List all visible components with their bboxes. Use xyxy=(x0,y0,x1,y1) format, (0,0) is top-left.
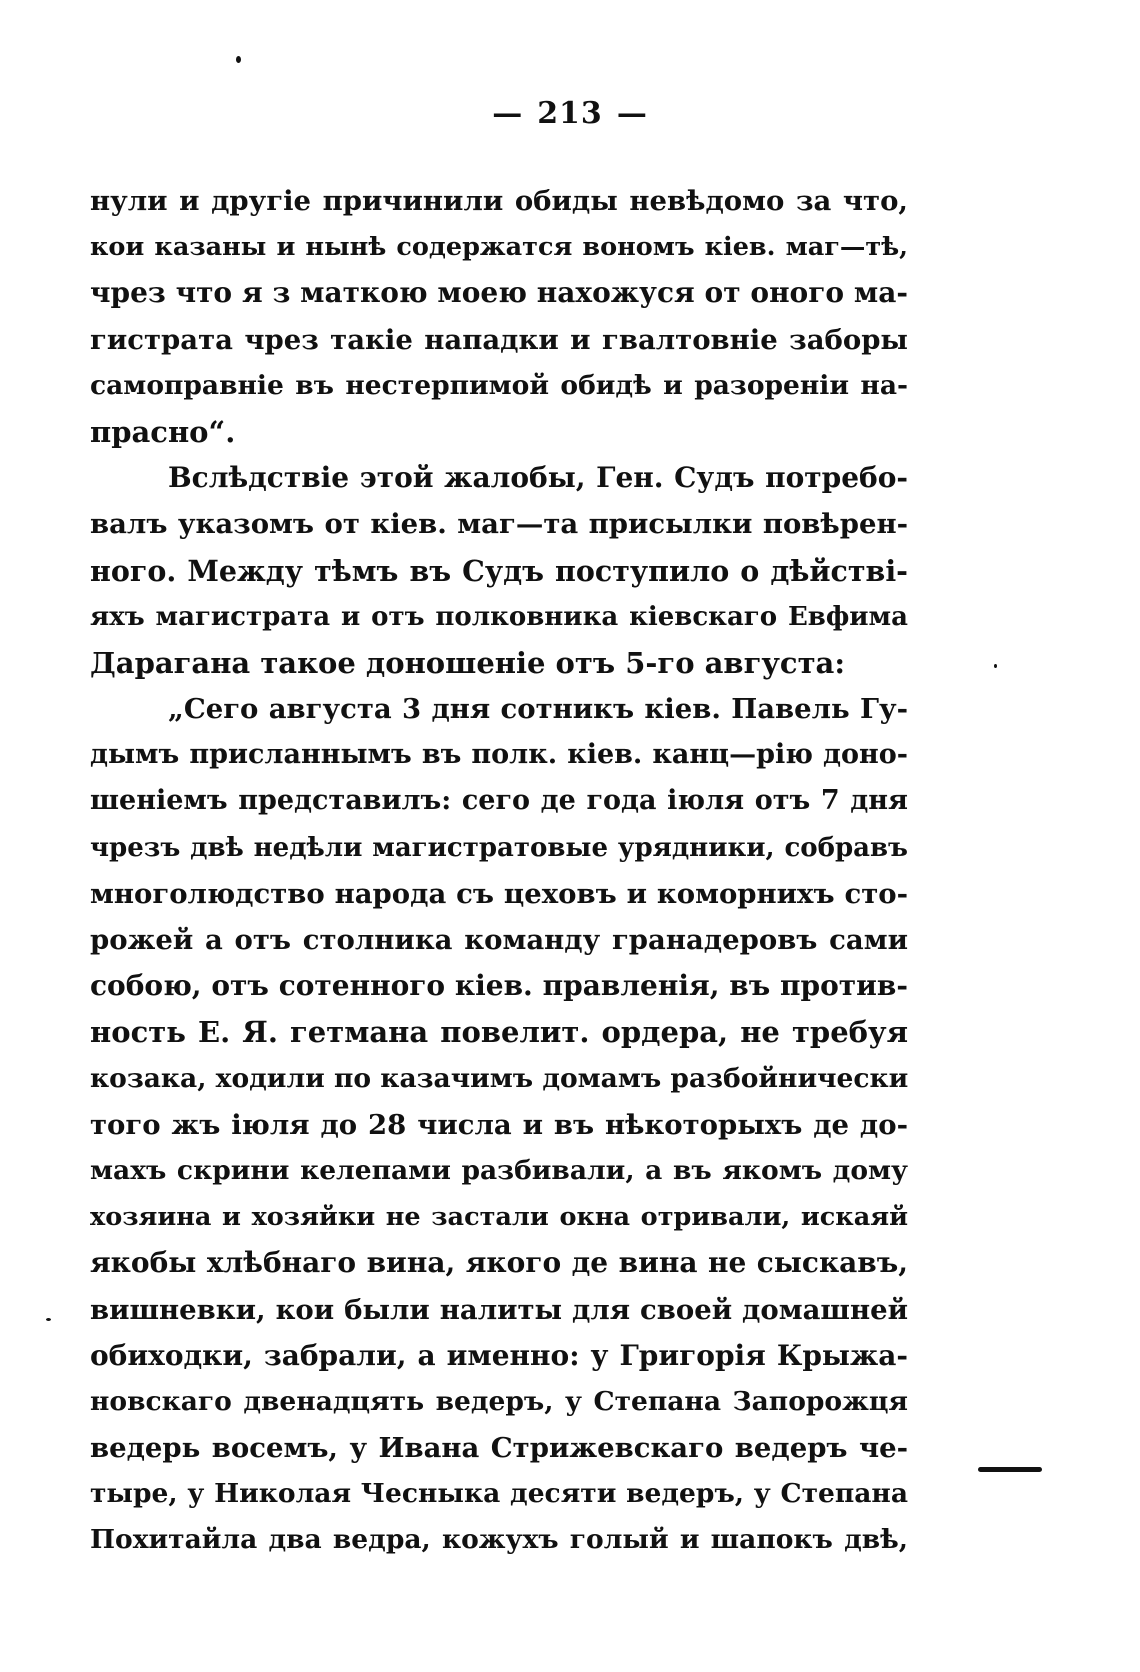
text-line: многолюдство народа съ цеховъ и коморнихъ сто- xyxy=(90,877,908,910)
text-line: Дарагана такое доношеніе отъ 5-го августа: xyxy=(90,645,846,680)
text-line: козака, ходили по казачимъ домамъ разбойнически xyxy=(90,1062,909,1094)
text-line: рожей а отъ столника команду гранадеровъ сами xyxy=(90,924,908,956)
text-line: собою, отъ сотенного кіев. правленія, въ против- xyxy=(90,969,908,1003)
margin-dash-mark xyxy=(978,1467,1042,1472)
scan-speck xyxy=(994,664,997,668)
text-line: прасно“. xyxy=(90,414,236,449)
text-line: вишневки, кои были налиты для своей домашней xyxy=(90,1293,908,1326)
text-line: чрезъ двѣ недѣли магистратовые урядники, собравъ xyxy=(90,832,908,863)
text-line: кои казаны и нынѣ содержатся вономъ кіев. маг—тѣ, xyxy=(90,232,908,263)
text-line: обиходки, забрали, а именно: у Григорія Крыжа- xyxy=(90,1338,908,1372)
scan-speck xyxy=(46,1318,51,1321)
page-number-dash-right: — xyxy=(616,96,648,131)
text-line: новскаго двенадцять ведеръ, у Степана Запорожця xyxy=(90,1385,908,1417)
text-line: дымъ присланнымъ въ полк. кіев. канц—рію доно- xyxy=(90,739,908,771)
text-line: „Сего августа 3 дня сотникъ кіев. Павель Гу- xyxy=(168,693,908,726)
text-line: ного. Между тѣмъ въ Судъ поступило о дѣйстві- xyxy=(90,553,908,588)
text-line: того жъ іюля до 28 числа и въ нѣкоторыхъ де до- xyxy=(90,1108,908,1141)
scan-speck xyxy=(236,56,241,63)
page-number-dash-left: — xyxy=(492,96,524,131)
text-line: махъ скрини келепами разбивали, а въ якомъ дому xyxy=(90,1154,908,1186)
text-line: валъ указомъ от кіев. маг—та присылки повѣрен- xyxy=(90,508,908,541)
text-line: Похитайла два ведра, кожухъ голый и шапокъ двѣ, xyxy=(90,1524,908,1556)
text-line: самоправніе въ нестерпимой обидѣ и разореніи на- xyxy=(90,369,908,401)
text-line: якобы хлѣбнаго вина, якого де вина не сыскавъ, xyxy=(90,1246,908,1280)
text-line: хозяина и хозяйки не застали окна отривали, искаяй xyxy=(90,1202,908,1233)
text-line: чрез что я з маткою моею нахожуся от оного ма- xyxy=(90,276,908,310)
text-line: яхъ магистрата и отъ полковника кіевскаго Евфима xyxy=(90,601,908,632)
text-line: Вслѣдствіе этой жалобы, Ген. Судъ потребо- xyxy=(168,461,908,495)
text-line: тыре, у Николая Чесныка десяти ведеръ, у Степана xyxy=(90,1478,908,1510)
page-number xyxy=(0,96,1140,131)
text-line: гистрата чрез такіе нападки и гвалтовніе заборы xyxy=(90,323,908,356)
text-line: нули и другіе причинили обиды невѣдомо за что, xyxy=(90,185,908,217)
text-line: шеніемъ представилъ: сего де года іюля отъ 7 дня xyxy=(90,785,908,817)
page-number-value: 213 xyxy=(537,96,603,131)
text-line: ность Е. Я. гетмана повелит. ордера, не требуя xyxy=(90,1015,908,1050)
body-text xyxy=(90,178,908,1564)
text-line: ведерь восемъ, у Ивана Стрижевскаго ведеръ че- xyxy=(90,1432,908,1465)
